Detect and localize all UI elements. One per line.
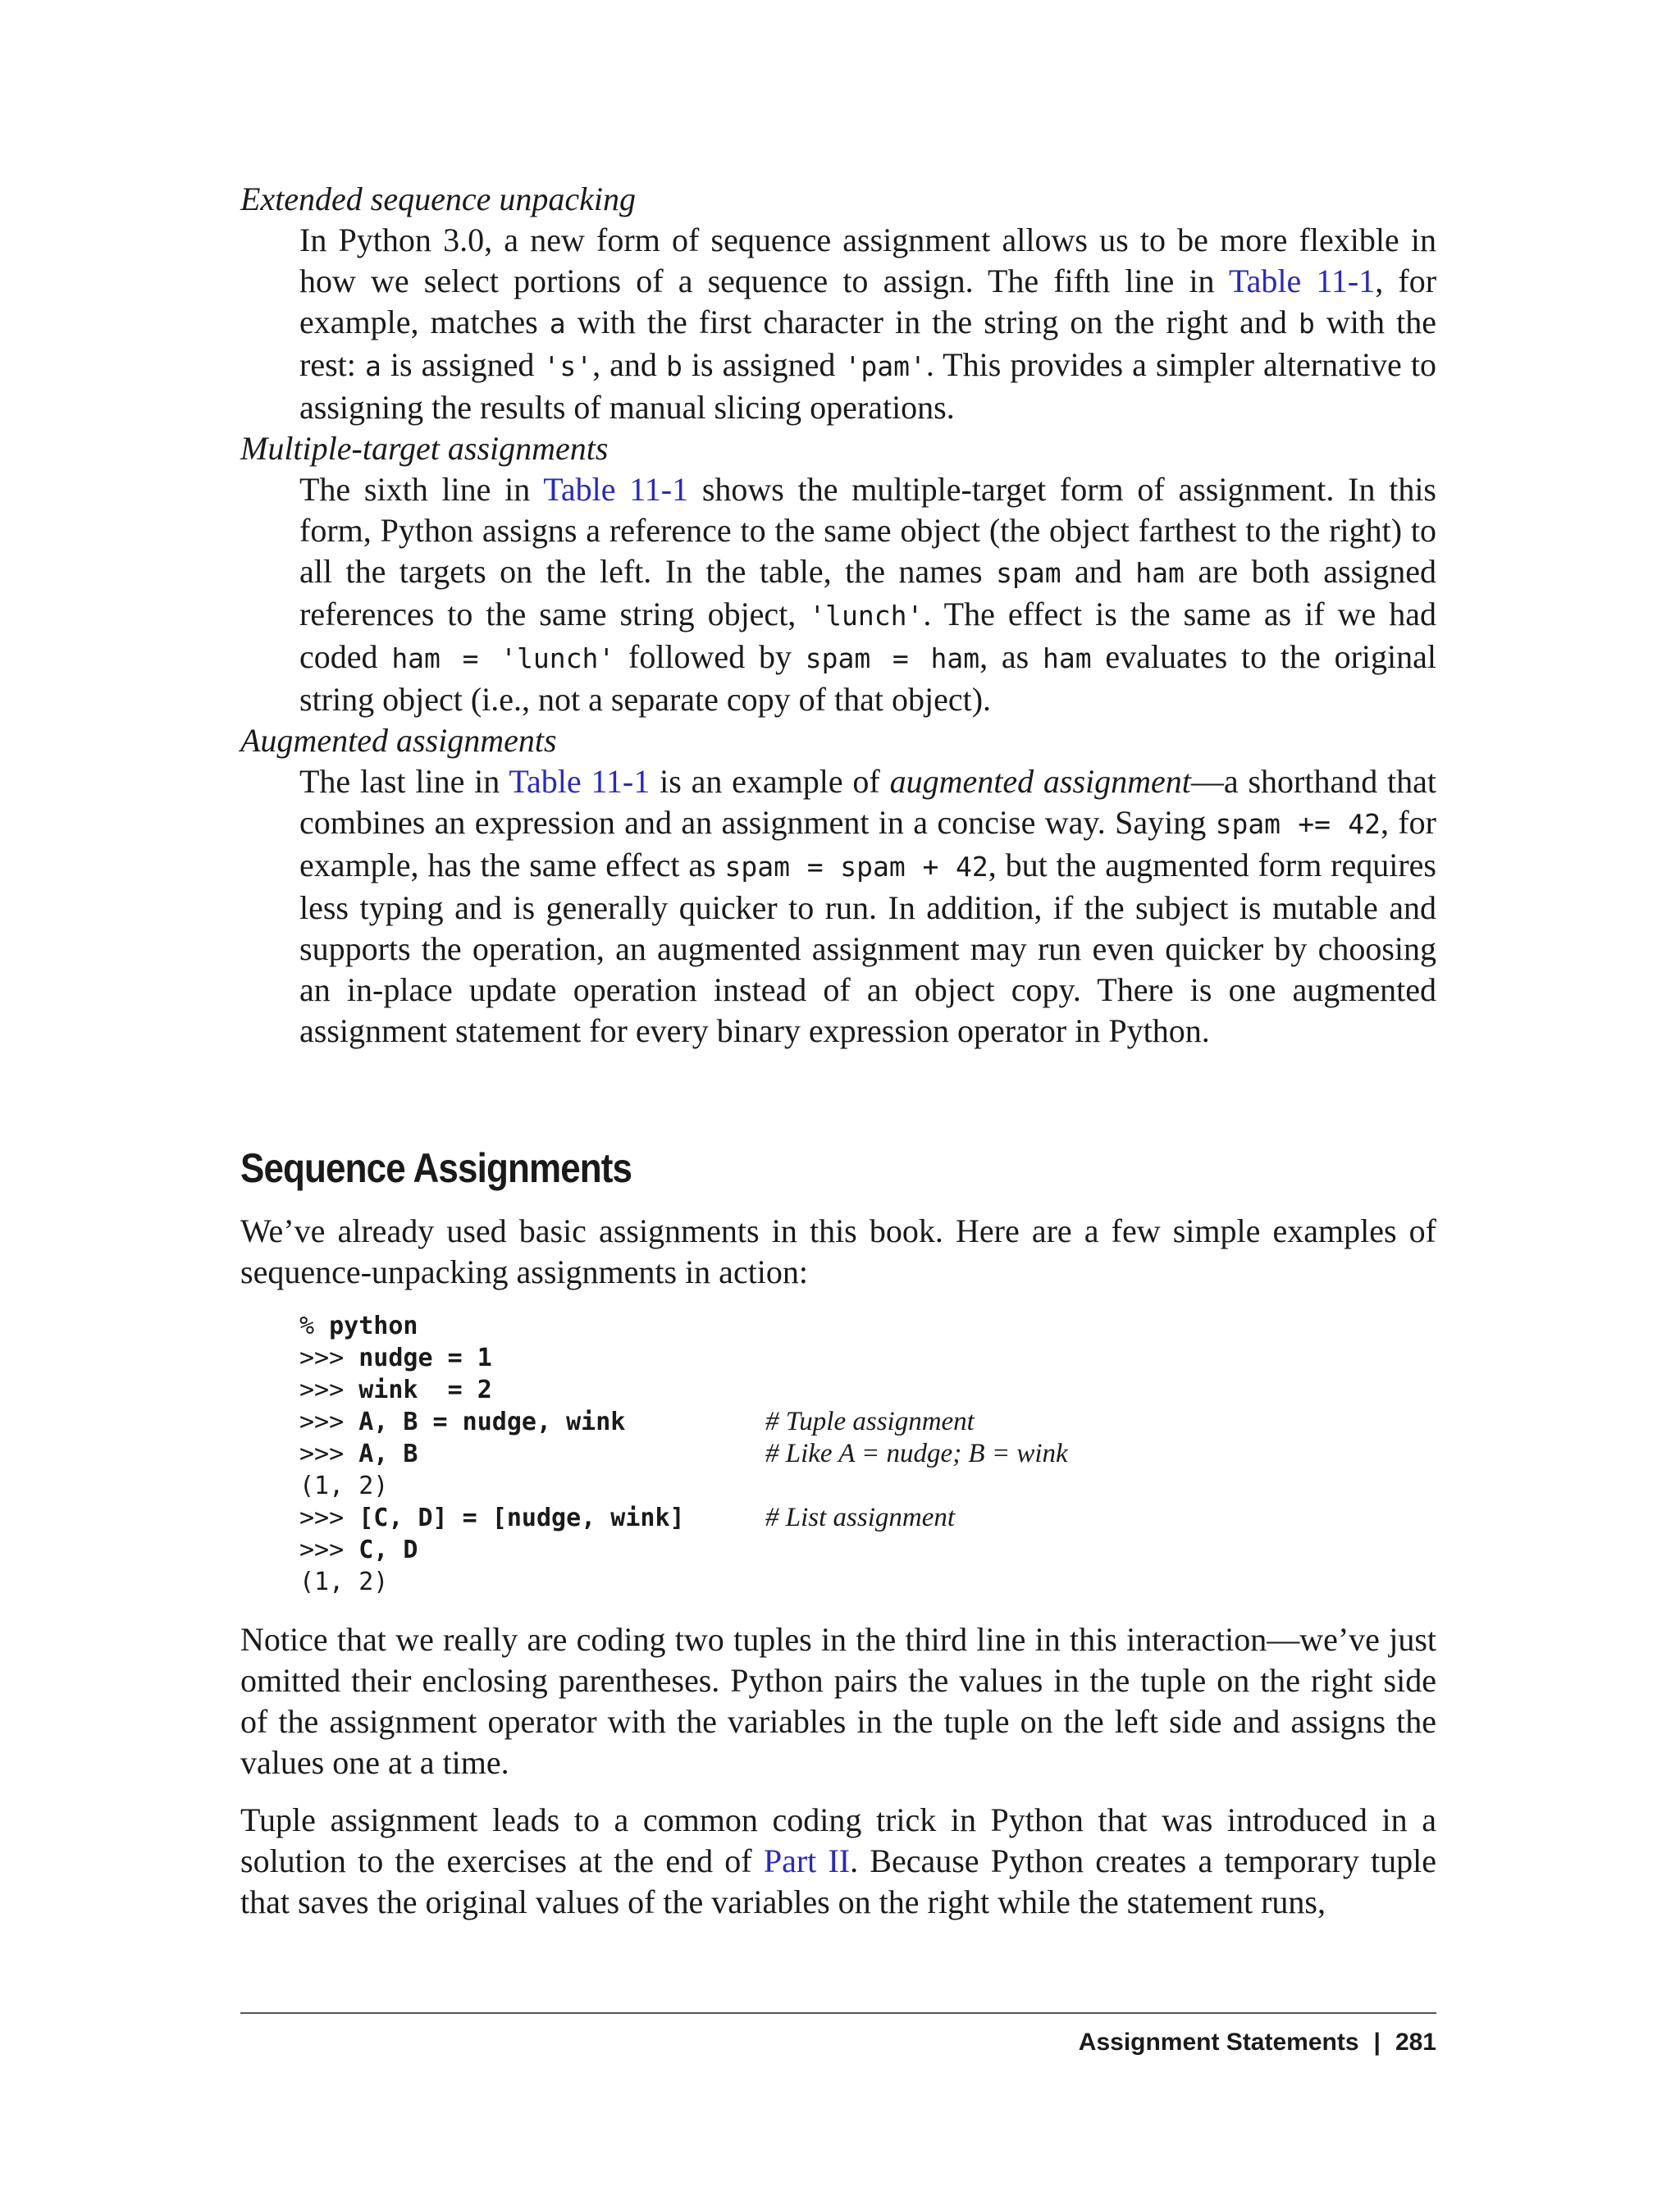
- emphasis: augmented assignment: [889, 763, 1191, 800]
- text-run: The sixth line in: [299, 471, 544, 508]
- running-footer-title: Assignment Statements: [1078, 2029, 1359, 2056]
- code-line: [299, 1374, 1448, 1406]
- code-command: nudge = 1: [358, 1344, 492, 1372]
- inline-code: spam = ham: [805, 642, 980, 674]
- code-line: [299, 1470, 1448, 1502]
- section-heading: Sequence Assignments: [240, 1145, 632, 1191]
- code-output: (1, 2): [299, 1568, 389, 1596]
- inline-code: ham = 'lunch': [391, 642, 615, 674]
- code-comment: # List assignment: [765, 1503, 956, 1532]
- code-command: C, D: [358, 1536, 418, 1564]
- text-run: The last line in: [299, 763, 509, 800]
- code-command: wink = 2: [358, 1376, 492, 1404]
- code-line: [299, 1502, 1448, 1534]
- text-run: with the first character in the string on the right and: [565, 304, 1299, 340]
- code-prompt: >>>: [299, 1504, 359, 1532]
- paragraph: [240, 1800, 1436, 1923]
- code-line: [299, 1534, 1448, 1566]
- inline-code: a: [549, 308, 566, 340]
- text-run: . The effect is the same as if we had coded: [299, 596, 1437, 675]
- code-line: [299, 1406, 1448, 1438]
- text-run: In Python 3.0, a new form of sequence assignment allows us to be more flexible in how we select portions of a sequence to assign. The fifth line in: [299, 221, 1436, 299]
- code-output: (1, 2): [299, 1472, 389, 1500]
- definition-item: [240, 428, 1436, 720]
- definition-item: [240, 179, 1436, 428]
- text-run: with the rest:: [299, 304, 1436, 383]
- code-line: [299, 1566, 1448, 1598]
- code-prompt: >>>: [299, 1376, 359, 1404]
- text-run: evaluates to the original string object (i.e., not a separate copy of that object).: [299, 638, 1437, 718]
- text-run: is assigned: [682, 346, 845, 383]
- page-footer: [1079, 2026, 1436, 2059]
- text-run: and: [1061, 553, 1136, 590]
- footer-rule: [240, 2012, 1436, 2014]
- section: [240, 1144, 1436, 1293]
- code-command: python: [329, 1312, 418, 1340]
- paragraph: Notice that we really are coding two tuples in the third line in this interaction—we’ve just omitted their enclosing parentheses. Python pairs the values in the tuple on the right side of the assignment operator with the variables in the tuple on the left side and assigns the values one at a time.: [240, 1621, 1436, 1781]
- inline-code: spam = spam + 42: [724, 851, 988, 883]
- code-line: [299, 1438, 1448, 1470]
- text-run: . This provides a simpler alternative to assigning the results of manual slicing operations.: [299, 346, 1436, 426]
- code-command: A, B = nudge, wink: [358, 1408, 626, 1436]
- footer-separator: |: [1373, 2029, 1381, 2056]
- cross-reference-link[interactable]: Table 11-1: [543, 471, 689, 508]
- code-prompt: >>>: [299, 1440, 359, 1468]
- text-run: is an example of: [650, 763, 890, 800]
- code-command: A, B: [358, 1440, 418, 1468]
- definition-body: [299, 761, 1436, 1052]
- code-prompt: >>>: [299, 1344, 359, 1372]
- intro-paragraph: We’ve already used basic assignments in this book. Here are a few simple examples of sequence-unpacking assignments in action:: [240, 1212, 1436, 1290]
- text-run: , and: [592, 346, 666, 383]
- body-text: [240, 1619, 1436, 1923]
- text-run: is assigned: [381, 346, 544, 383]
- definition-item: [240, 720, 1436, 1052]
- text-run: , for example, matches: [299, 262, 1437, 340]
- code-prompt: >>>: [299, 1536, 359, 1564]
- code-line: [299, 1342, 1448, 1374]
- code-example: [299, 1310, 1448, 1598]
- text-run: Tuple assignment leads to a common coding trick in Python that was introduced in a solution to the exercises at the end of: [240, 1801, 1436, 1879]
- cross-reference-link[interactable]: Part II: [763, 1842, 851, 1879]
- inline-code: spam += 42: [1215, 808, 1381, 840]
- inline-code: spam: [996, 557, 1061, 589]
- text-run: , but the augmented form requires less typing and is generally quicker to run. In addition, if the subject is mutable and supports the operation, an augmented assignment may run even quicker by choosing an in-place update operation instead of an object copy. There is one augmented assignment statement for every binary expression operator in Python.: [299, 847, 1436, 1049]
- code-comment: # Tuple assignment: [765, 1407, 975, 1436]
- definition-body: [299, 220, 1436, 428]
- inline-code: b: [665, 350, 682, 382]
- cross-reference-link[interactable]: Table 11-1: [509, 763, 651, 800]
- code-prompt: >>>: [299, 1408, 359, 1436]
- code-line: [299, 1310, 1448, 1342]
- definition-term: Multiple-target assignments: [240, 430, 609, 467]
- code-command: [C, D] = [nudge, wink]: [358, 1504, 685, 1532]
- inline-code: ham: [1043, 642, 1092, 674]
- text-run: are both assigned references to the same string object,: [299, 553, 1437, 632]
- inline-code: ham: [1135, 557, 1185, 589]
- text-run: shows the multiple-target form of assignment. In this form, Python assigns a reference to the same object (the object farthest to the right) to all the targets on the left. In the table, the names: [299, 471, 1436, 590]
- code-comment: # Like A = nudge; B = wink: [765, 1439, 1068, 1468]
- text-run: followed by: [614, 638, 806, 675]
- definition-term: Augmented assignments: [240, 722, 557, 759]
- page-number: 281: [1395, 2029, 1436, 2056]
- inline-code: b: [1298, 308, 1315, 340]
- text-run: , as: [979, 638, 1043, 675]
- definition-term: Extended sequence unpacking: [240, 180, 637, 217]
- code-prompt: %: [299, 1312, 330, 1340]
- text-run: —a shorthand that combines an expression and an assignment in a concise way. Saying: [299, 763, 1436, 841]
- text-run: , for example, has the same effect as: [299, 804, 1436, 883]
- inline-code: 'lunch': [809, 600, 924, 632]
- definition-body: [299, 469, 1436, 720]
- inline-code: 's': [543, 350, 593, 382]
- inline-code: 'pam': [844, 350, 926, 382]
- text-run: . Because Python creates a temporary tuple that saves the original values of the variables on the right while the statement runs,: [240, 1842, 1437, 1920]
- cross-reference-link[interactable]: Table 11-1: [1228, 262, 1376, 299]
- definition-list: [240, 179, 1436, 1052]
- inline-code: a: [364, 350, 381, 382]
